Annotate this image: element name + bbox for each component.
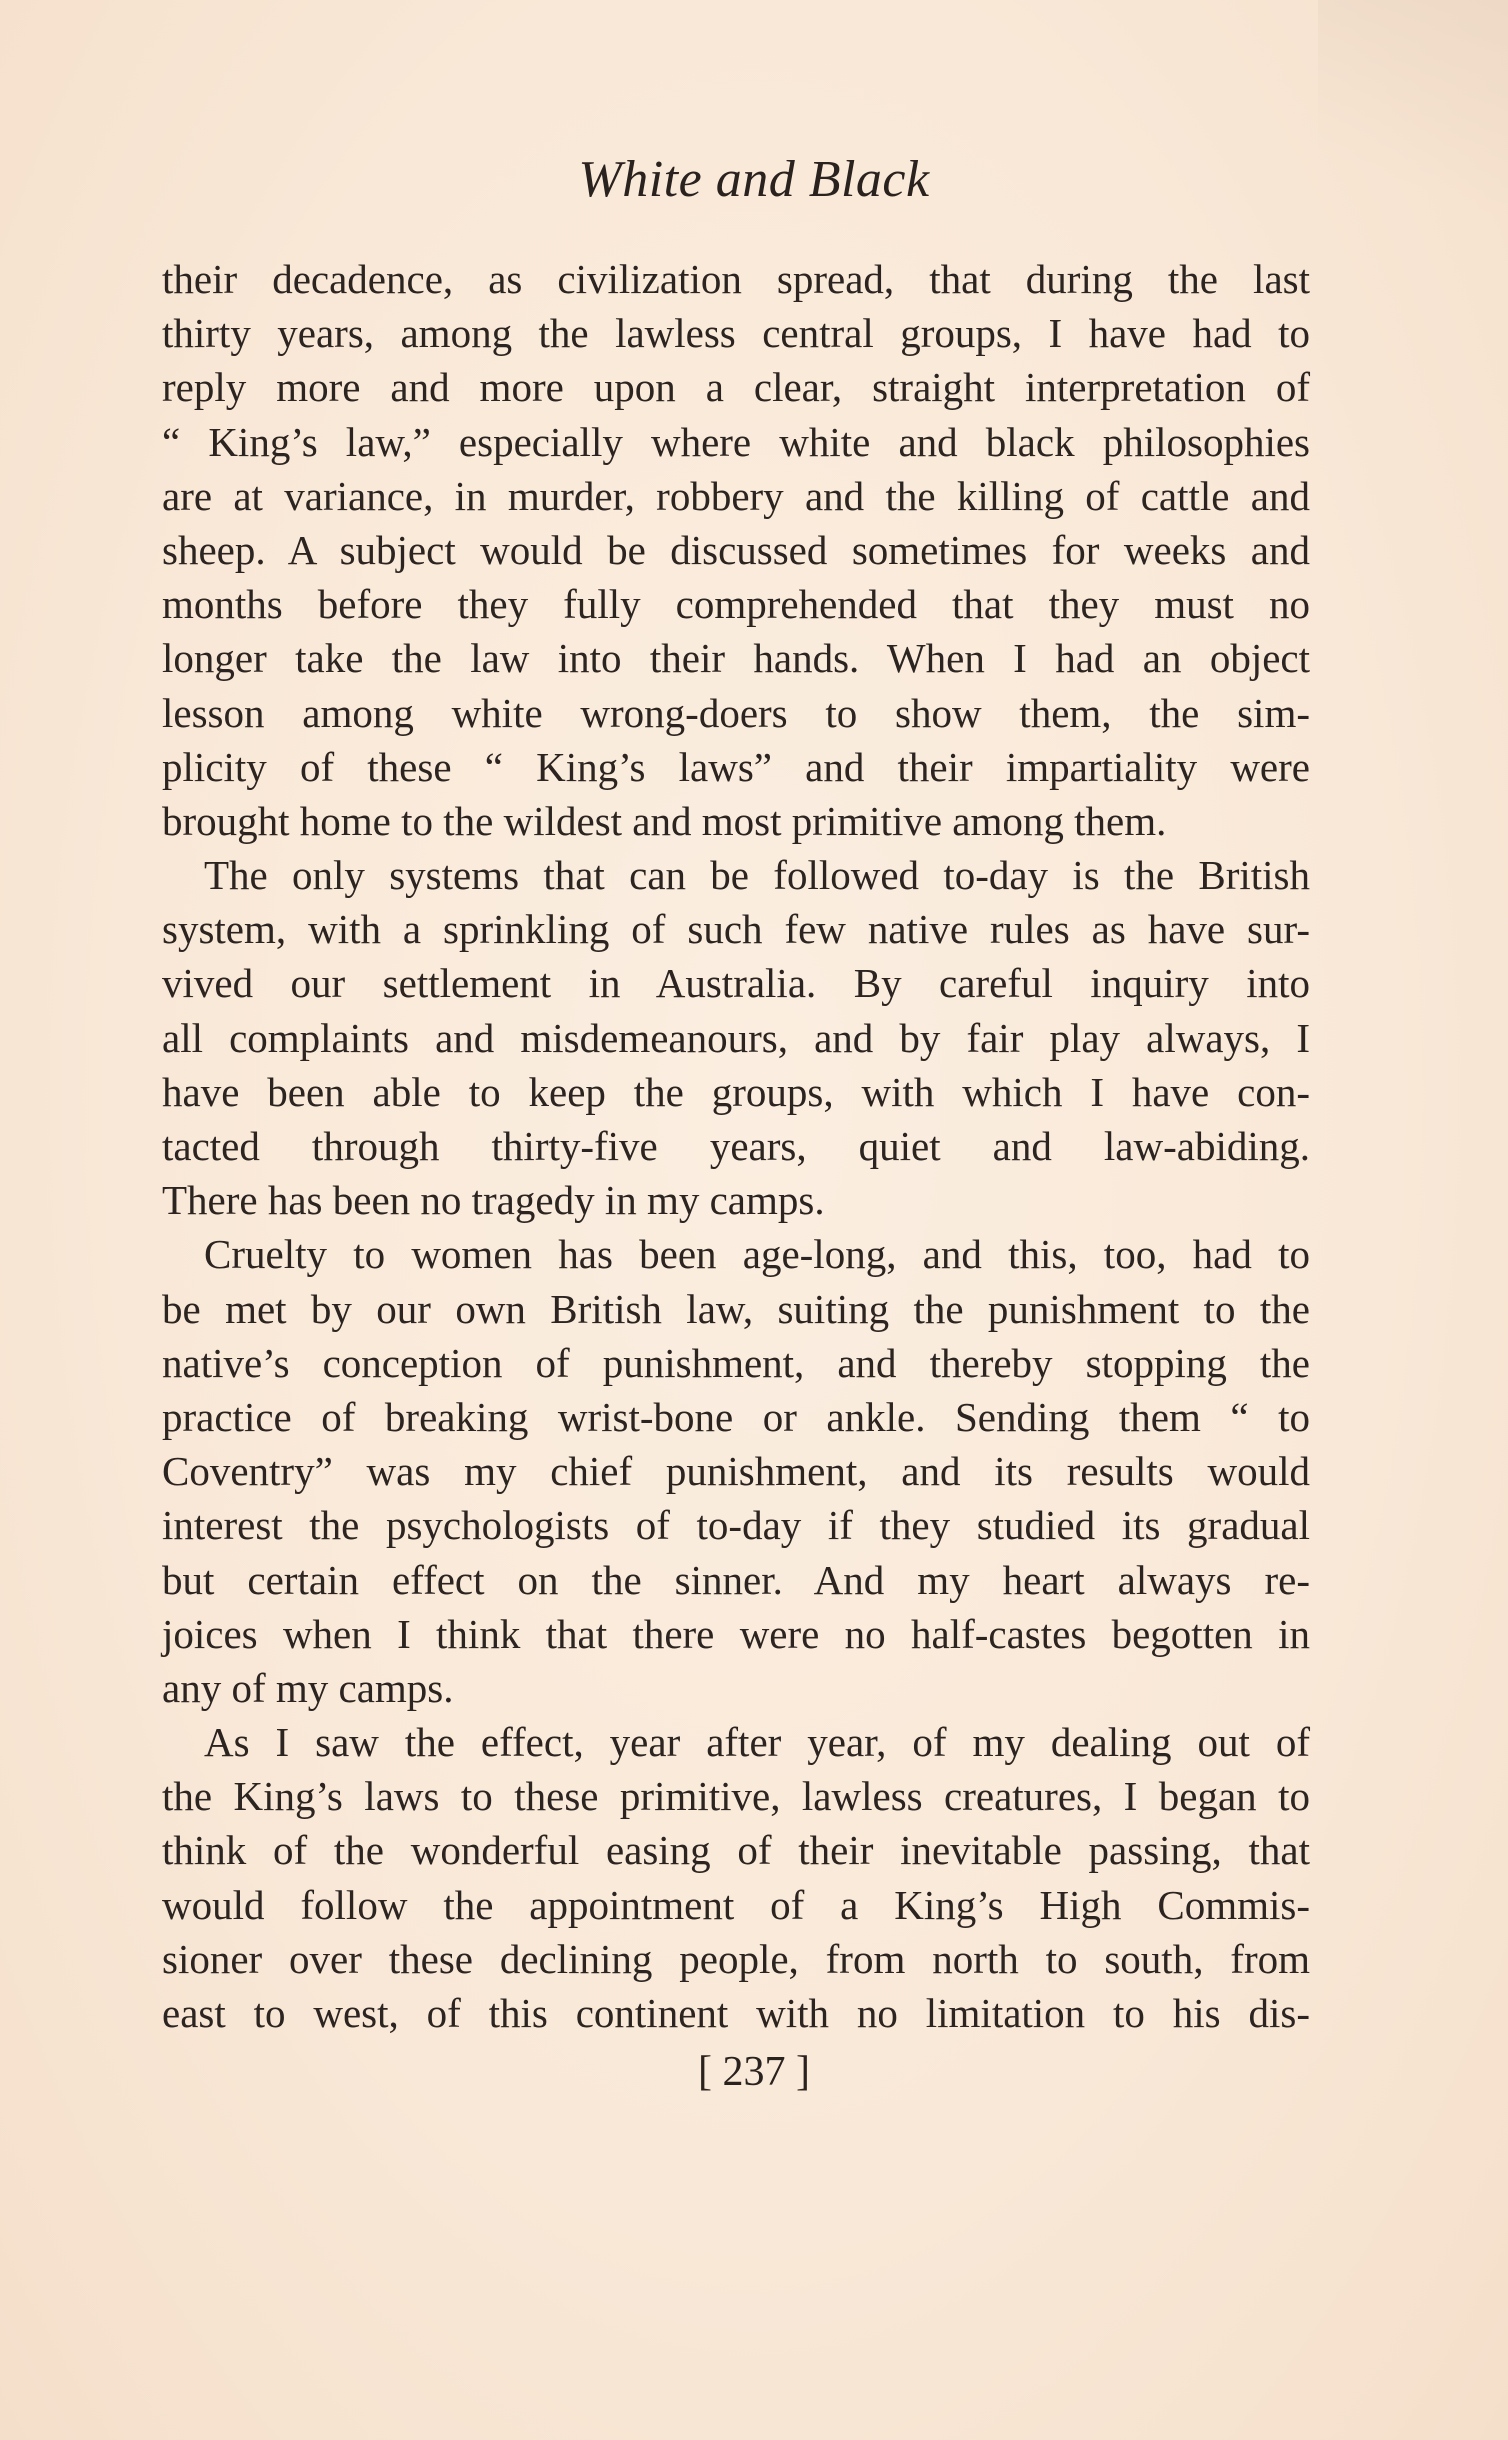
- text-line: Cruelty to women has been age-long, and this, too, had to: [204, 1231, 1310, 1278]
- text-line: sheep. A subject would be discussed sometimes for weeks and: [162, 526, 1310, 573]
- text-line: lesson among white wrong-doers to show them, the sim-: [162, 689, 1310, 736]
- text-line: east to west, of this continent with no limitation to his dis-: [162, 1990, 1310, 2036]
- page-number: [ 237 ]: [698, 2049, 810, 2095]
- text-line: As I saw the effect, year after year, of my dealing out of: [204, 1719, 1310, 1766]
- text-line: would follow the appointment of a King’s High Commis-: [162, 1881, 1310, 1928]
- text-line: are at variance, in murder, robbery and the killing of cattle and: [162, 472, 1310, 519]
- text-line: native’s conception of punishment, and thereby stopping the: [162, 1339, 1310, 1386]
- text-line: brought home to the wildest and most primitive among them.: [162, 797, 1167, 844]
- text-line: joices when I think that there were no half-castes begotten in: [162, 1610, 1310, 1657]
- text-line: all complaints and misdemeanours, and by fair play always, I: [162, 1014, 1310, 1061]
- text-line: be met by our own British law, suiting the punishment to the: [162, 1285, 1310, 1332]
- text-line: sioner over these declining people, from north to south, from: [162, 1935, 1310, 1982]
- text-line: “ King’s law,” especially where white and black philosophies: [162, 418, 1310, 465]
- text-line: longer take the law into their hands. When I had an object: [162, 635, 1310, 682]
- text-line: tacted through thirty-five years, quiet and law-abiding.: [162, 1123, 1310, 1169]
- text-line: any of my camps.: [162, 1664, 454, 1711]
- text-line: The only systems that can be followed to-day is the British: [204, 852, 1310, 899]
- text-line: practice of breaking wrist-bone or ankle. Sending them “ to: [162, 1393, 1310, 1440]
- text-line: system, with a sprinkling of such few native rules as have sur-: [162, 906, 1310, 953]
- text-line: plicity of these “ King’s laws” and their impartiality were: [162, 743, 1310, 790]
- text-line: the King’s laws to these primitive, lawless creatures, I began to: [162, 1773, 1310, 1820]
- text-line: have been able to keep the groups, with which I have con-: [162, 1068, 1310, 1115]
- text-line: months before they fully comprehended that they must no: [162, 581, 1310, 628]
- text-line: Coventry” was my chief punishment, and its results would: [162, 1448, 1310, 1495]
- text-line: but certain effect on the sinner. And my heart always re-: [162, 1556, 1310, 1603]
- body-text: [162, 252, 1310, 2040]
- text-line: There has been no tragedy in my camps.: [162, 1177, 825, 1224]
- text-line: reply more and more upon a clear, straight interpretation of: [162, 364, 1310, 411]
- text-line: thirty years, among the lawless central groups, I have had to: [162, 310, 1310, 357]
- running-head: White and Black: [578, 151, 930, 208]
- text-line: think of the wonderful easing of their inevitable passing, that: [162, 1827, 1310, 1874]
- text-line: their decadence, as civilization spread, that during the last: [162, 256, 1310, 302]
- text-line: vived our settlement in Australia. By careful inquiry into: [162, 960, 1310, 1007]
- text-line: interest the psychologists of to-day if they studied its gradual: [162, 1502, 1310, 1549]
